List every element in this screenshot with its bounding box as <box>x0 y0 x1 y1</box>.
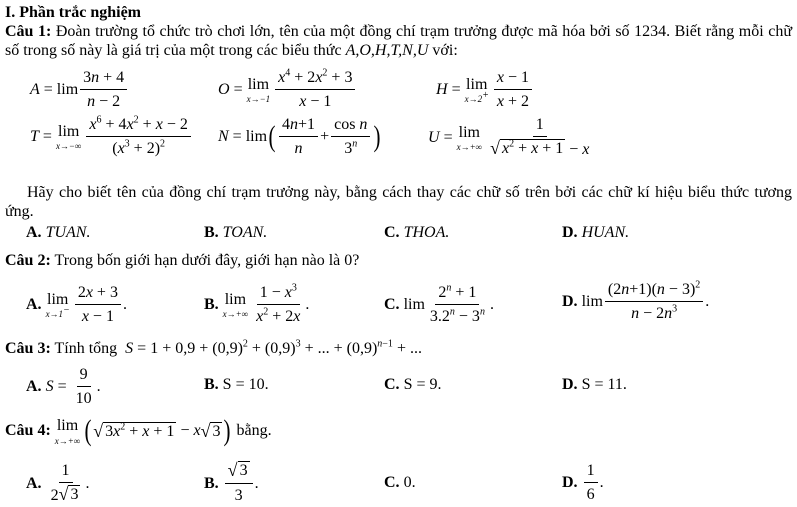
q4-option-b: B. √ 3 3 . <box>204 460 259 505</box>
expr-O: O = lim x→−1 $\frac{x^4 + 2x^2 + 3}{x - 1}$ <box>218 68 357 111</box>
q1-label: Câu 1: <box>5 23 52 40</box>
q1-option-d: D. HUAN. <box>562 224 630 241</box>
q3-series: $S = 1 + 0,9 + (0,9)^2 + (0,9)^3$ + ... + $(0,9)^{n-1}$ + ... <box>125 338 422 357</box>
expr-U: U = lim x→+∞ 1 √ $x^2 + x + 1$ − x <box>428 116 590 159</box>
q3-option-b: B. S = 10. <box>204 376 269 393</box>
q3-option-a: A. S = $\frac{9}{10}$ . <box>26 366 101 408</box>
q3-option-d: D. S = 11. <box>562 376 627 393</box>
q1-intro-text: Đoàn trường tổ chức trò chơi lớn, tên của một đồng chí trạm trưởng được mã hóa bởi số 1234. Biết rằng mỗi chữ số trong số này là giá trị của một trong các biểu thức <box>5 23 793 59</box>
q2-option-b: B. lim x→+∞ $\frac{1 - x^3}{x^2 + 2x}$ . <box>204 282 310 326</box>
q2-option-d: D. lim $\frac{(2n+1)(n - 3)^2}{n - 2n^3}$ . <box>562 279 710 323</box>
expr-T: T = lim x→−∞ $\frac{x^6 + 4x^2 + x - 2}{(x^3 + 2)^2}$ <box>30 115 193 158</box>
q1-option-b: B. TOAN. <box>204 224 268 241</box>
q2-option-a: A. lim x→1− $\frac{2x + 3}{x - 1}$ . <box>26 284 127 326</box>
q4-option-d: D. $\frac{1}{6}$ . <box>562 462 604 504</box>
q3-option-c: C. S = 9. <box>384 376 442 393</box>
q1-intro-end: với: <box>432 42 458 59</box>
q1-intro <box>5 22 792 60</box>
expr-A: A = lim $\frac{3n + 4}{n - 2}$ <box>30 68 129 111</box>
q4-option-a: A. 1 2 √ 3 . <box>26 462 90 505</box>
q1-option-a: A. TUAN. <box>26 224 91 241</box>
q3-label: Câu 3: <box>5 340 51 357</box>
q2-label: Câu 2: <box>5 252 51 269</box>
q4-label: Câu 4: <box>5 422 51 440</box>
q3-text: Câu 3: Tính tổng $S = 1 + 0,9 + (0,9)^2 + (0,9)^3$ + ... + $(0,9)^{n-1}$ + ... <box>5 338 422 357</box>
q4-option-c: C. 0. <box>384 474 416 491</box>
section-title: I. Phần trắc nghiệm <box>5 4 141 21</box>
q2-option-c: C. lim $\frac{2^n + 1}{3.2^n - 3^n}$ . <box>384 282 494 326</box>
q2-text: Câu 2: Trong bốn giới hạn dưới đây, giới hạn nào là 0? <box>5 252 360 269</box>
expr-N: N = lim ( $\frac{4n+1}{n}$ + $\frac{\text{cos n}}{3^n}$ ) <box>218 116 381 158</box>
q1-question: Hãy cho biết tên của đồng chí trạm trưởng này, bằng cách thay các chữ số trên bởi các chữ kí hiệu biểu thức tương ứng. <box>5 184 792 220</box>
expr-H: H = lim x→2+ $\frac{x - 1}{x + 2}$ <box>436 68 534 111</box>
q1-vars: A,O,H,T,N,U <box>345 42 429 59</box>
q4-text: Câu 4: lim x→+∞ ( √ $3x^2 + x + 1$ − x √ 3 ) bằng. <box>5 414 272 447</box>
q1-option-c: C. THOA. <box>384 224 450 241</box>
